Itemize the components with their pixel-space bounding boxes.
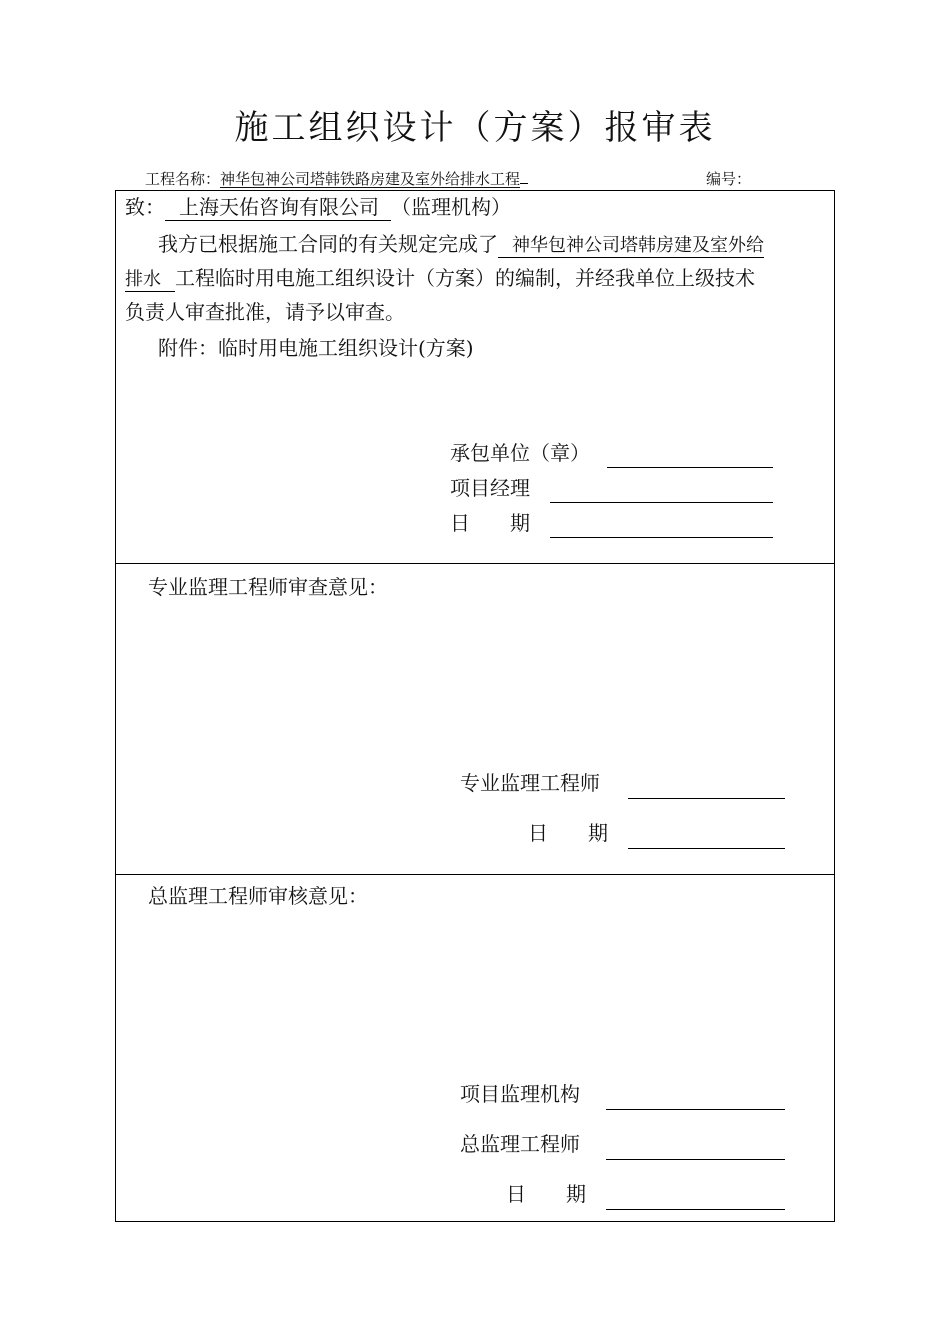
project-name-row <box>145 168 528 189</box>
date-line-3[interactable] <box>606 1209 785 1210</box>
project-name-part-1: 神华包神公司塔韩房建及室外给 <box>498 235 764 258</box>
project-manager-signature-line[interactable] <box>550 502 773 503</box>
recipient-label: 致： <box>125 195 165 219</box>
chief-engineer-label: 总监理工程师 <box>460 1132 580 1156</box>
project-manager-label: 项目经理 <box>450 476 530 500</box>
body-line-2-text: 工程临时用电施工组织设计（方案）的编制，并经我单位上级技术 <box>175 266 755 290</box>
specialist-review-heading: 专业监理工程师审查意见： <box>148 575 388 599</box>
contractor-signature-line[interactable] <box>607 467 773 468</box>
body-line-1-prefix: 我方已根据施工合同的有关规定完成了 <box>158 232 498 256</box>
supervision-org-name: 上海天佑咨询有限公司 <box>165 195 391 221</box>
project-name-label: 工程名称： <box>145 170 221 188</box>
date-line-1[interactable] <box>550 537 773 538</box>
section-divider-1 <box>115 563 835 564</box>
chief-review-heading: 总监理工程师审核意见： <box>148 884 368 908</box>
date-label-1: 日 期 <box>450 511 530 535</box>
contractor-label: 承包单位（章） <box>450 441 590 465</box>
specialist-engineer-label: 专业监理工程师 <box>460 771 600 795</box>
chief-engineer-signature-line[interactable] <box>606 1159 785 1160</box>
specialist-engineer-signature-line[interactable] <box>628 798 785 799</box>
body-line-1 <box>158 227 764 263</box>
supervision-agency-label: 项目监理机构 <box>460 1082 580 1106</box>
date-label-2: 日 期 <box>528 821 608 845</box>
project-name-value: 神华包神公司塔韩铁路房建及室外给排水工程 <box>220 170 521 188</box>
supervision-agency-signature-line[interactable] <box>606 1109 785 1110</box>
recipient-row <box>125 190 511 224</box>
body-line-3: 负责人审查批准，请予以审查。 <box>125 300 405 324</box>
date-line-2[interactable] <box>628 848 785 849</box>
date-label-3: 日 期 <box>506 1182 586 1206</box>
section-divider-2 <box>115 874 835 875</box>
body-line-2 <box>125 261 755 297</box>
attachment-line: 附件：临时用电施工组织设计(方案) <box>158 336 474 360</box>
page-title: 施工组织设计（方案）报审表 <box>234 108 716 148</box>
number-label: 编号： <box>706 170 752 188</box>
project-name-part-2: 排水 <box>125 269 175 292</box>
supervision-org-suffix: （监理机构） <box>391 195 511 219</box>
